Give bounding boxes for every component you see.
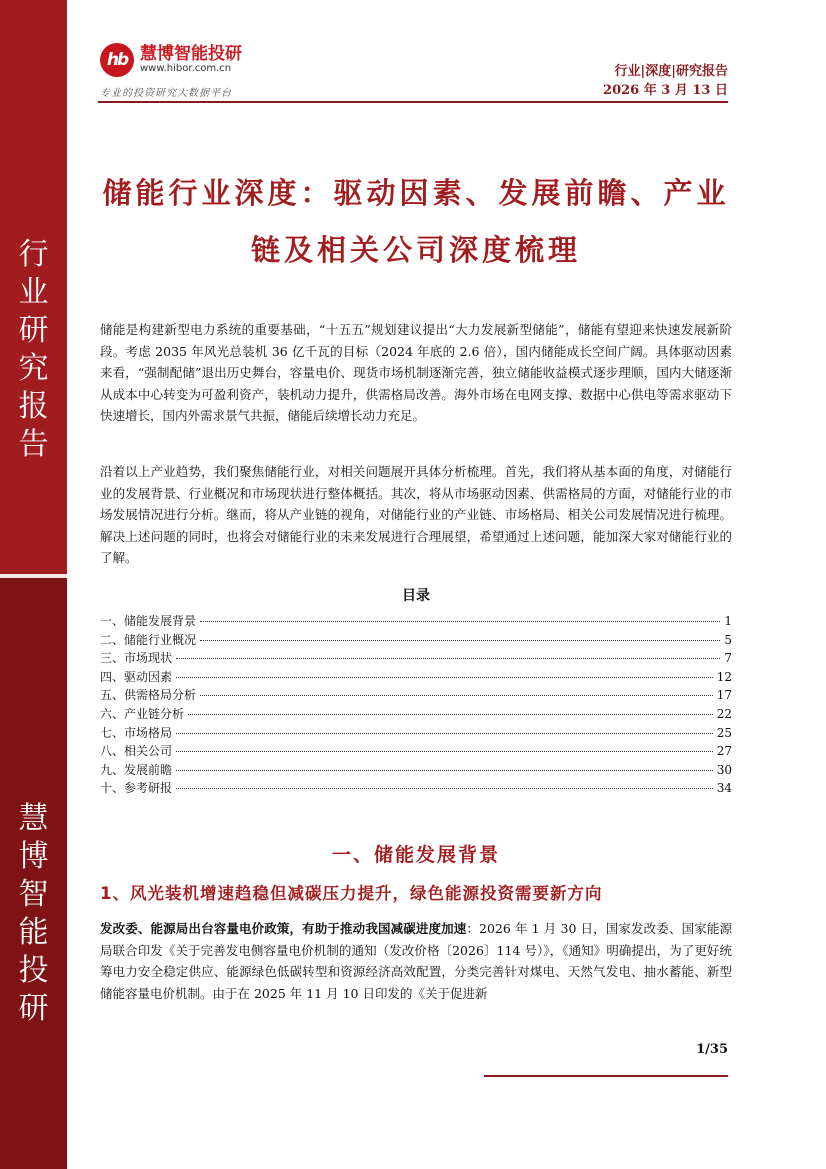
toc-leader (176, 677, 713, 678)
sidebar-divider (0, 574, 67, 578)
toc-item-page: 1 (724, 614, 732, 628)
toc-item[interactable] (100, 742, 732, 761)
sidebar (0, 0, 67, 1169)
logo-slogan: 专业的投资研究大数据平台 (100, 88, 232, 99)
sidebar-label-brand: 慧博智能投研 (18, 801, 49, 1026)
toc-leader (176, 658, 720, 659)
toc-item-label: 十、参考研报 (100, 781, 173, 796)
toc-leader (200, 640, 720, 641)
toc-item-page: 22 (716, 706, 732, 721)
section-lead-bold: 发改委、能源局出台容量电价政策，有助于推动我国减碳进度加速 (100, 921, 467, 936)
toc-item-page: 34 (716, 781, 732, 796)
toc-leader (176, 733, 713, 734)
logo-url: www.hibor.com.cn (140, 63, 232, 74)
toc-item-page: 17 (716, 688, 732, 703)
logo-name: 慧博智能投研 (140, 44, 242, 64)
toc-leader (200, 621, 720, 622)
toc-item-page: 30 (716, 762, 732, 777)
toc-item[interactable] (100, 705, 732, 724)
title-line-1: 储能行业深度：驱动因素、发展前瞻、产业 (102, 176, 730, 210)
toc-item-page: 7 (724, 651, 732, 666)
toc-leader (176, 788, 713, 789)
section-lead-text: ：2026 年 1 月 30 日，国家发改委、国家能源局联合印发《关于完善发电侧容量电价机制的通知（发改价格〔2026〕114 号）》，《通知》明确提出，为了更好统筹电力安全稳定供应、能源绿色低碳转型和资源经济高效配置，分类完善针对煤电、天然气发电、抽水蓄能、新型储能容量电价机制。由于在 2025 年 11 月 10 日印发的《关于促进新 (100, 921, 732, 1001)
toc-leader (176, 751, 713, 752)
brand-logo (100, 43, 242, 77)
summary-paragraph-2: 沿着以上产业趋势，我们聚焦储能行业，对相关问题展开具体分析梳理。首先，我们将从基本面的角度，对储能行业的发展背景、行业概况和市场现状进行整体概括。其次，将从市场驱动因素、供需格局的方面，对储能行业的市场发展情况进行分析。继而，将从产业链的视角，对储能行业的产业链、市场格局、相关公司发展情况进行梳理。解决上述问题的同时，也将会对储能行业的未来发展进行合理展望，希望通过上述问题，能加深大家对储能行业的了解。 (100, 464, 732, 565)
page-title (98, 165, 734, 279)
toc-item[interactable] (100, 724, 732, 743)
toc-item-page: 5 (724, 632, 732, 647)
toc-item[interactable] (100, 631, 732, 650)
toc-leader (176, 770, 713, 771)
footer-divider (484, 1075, 728, 1077)
section-paragraph (100, 918, 732, 1004)
toc-item[interactable] (100, 612, 732, 631)
logo-icon: hb (100, 43, 134, 77)
toc-item-page: 25 (716, 725, 732, 740)
toc-item[interactable] (100, 761, 732, 780)
toc-item-label: 四、驱动因素 (100, 669, 173, 684)
section-heading: 一、储能发展背景 (331, 844, 500, 866)
toc-leader (188, 714, 713, 715)
toc-item-label: 三、市场现状 (100, 651, 173, 666)
header-divider (98, 101, 728, 103)
toc-leader (200, 695, 713, 696)
report-type: 行业|深度|研究报告 (614, 64, 728, 79)
page-number: 1/35 (696, 1042, 728, 1057)
toc-item-label: 七、市场格局 (100, 725, 173, 740)
toc-item-page: 27 (716, 744, 732, 759)
toc-item[interactable] (100, 779, 732, 798)
toc-item-page: 12 (716, 669, 732, 684)
toc-title: 目录 (402, 588, 430, 604)
toc-item[interactable] (100, 668, 732, 687)
toc-item-label: 八、相关公司 (100, 744, 173, 759)
toc-item-label: 九、发展前瞻 (100, 762, 173, 777)
toc-item-label: 一、储能发展背景 (100, 614, 197, 628)
report-date: 2026 年 3 月 13 日 (603, 83, 728, 98)
toc-item[interactable] (100, 686, 732, 705)
toc-item-label: 六、产业链分析 (100, 706, 185, 721)
toc-item-label: 二、储能行业概况 (100, 632, 197, 647)
summary-paragraph-1: 储能是构建新型电力系统的重要基础，“十五五”规划建议提出“大力发展新型储能”，储能有望迎来快速发展新阶段。考虑 2035 年风光总装机 36 亿千瓦的目标（2024 年底的 2.6 倍），国内储能成长空间广阔。具体驱动因素来看，“强制配储”退出历史舞台，容量电价、现货市场机制逐渐完善，独立储能收益模式逐步理顺，国内大储逐渐从成本中心转变为可盈利资产，装机动力提升，供需格局改善。海外市场在电网支撑、数据中心供电等需求驱动下快速增长，国内外需求景气共振，储能后续增长动力充足。 (100, 322, 732, 423)
sidebar-label-report: 行业研究报告 (18, 237, 49, 462)
toc-item-label: 五、供需格局分析 (100, 688, 197, 703)
title-line-2: 链及相关公司深度梳理 (250, 233, 581, 267)
table-of-contents (100, 612, 732, 798)
toc-item[interactable] (100, 649, 732, 668)
subsection-heading: 1、风光装机增速趋稳但减碳压力提升，绿色能源投资需要新方向 (100, 884, 603, 903)
